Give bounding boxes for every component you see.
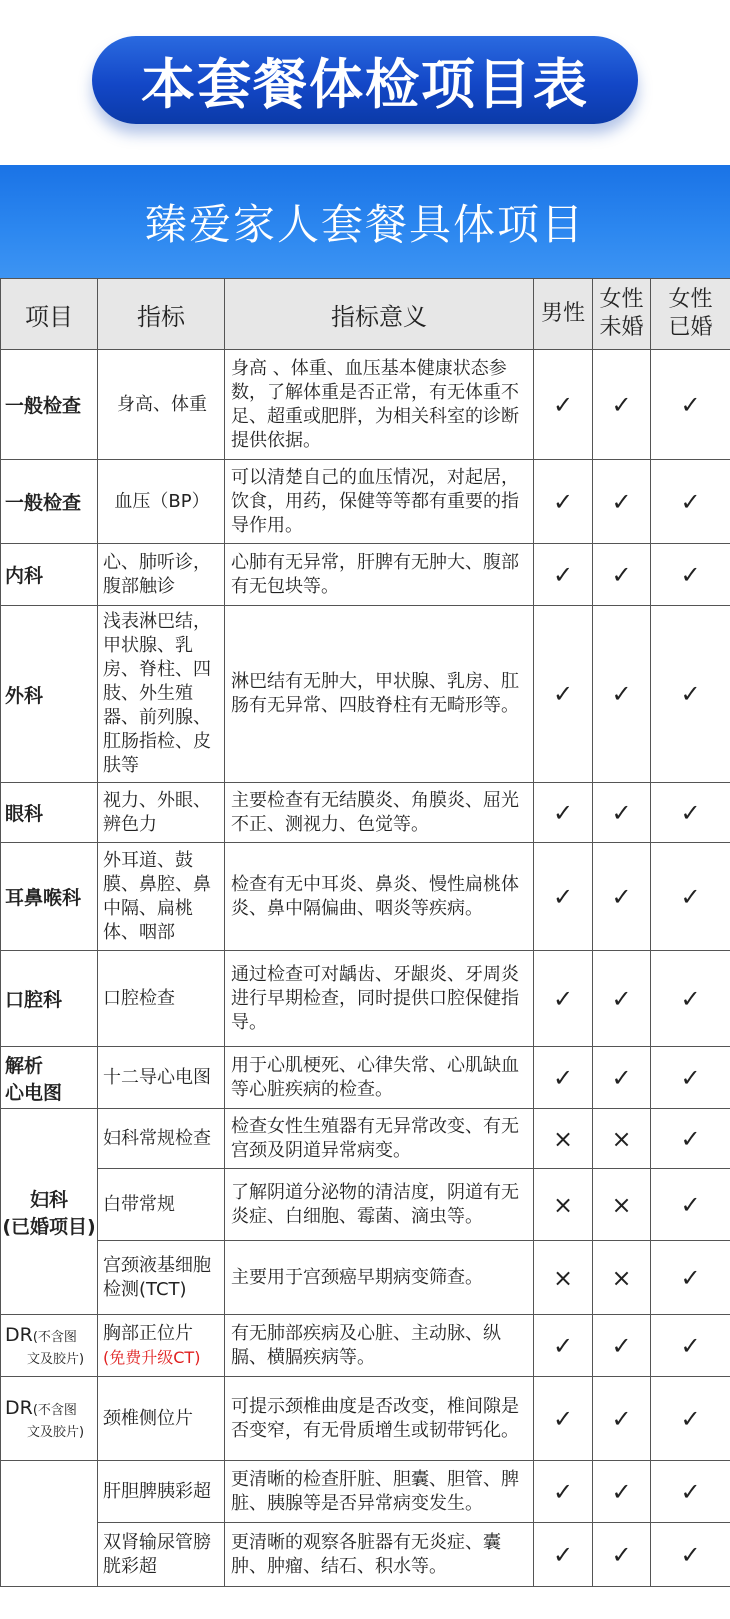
row-indicator: 外耳道、鼓膜、鼻腔、鼻中隔、扁桃体、咽部 (98, 843, 225, 951)
row-meaning: 主要检查有无结膜炎、角膜炎、屈光不正、测视力、色觉等。 (225, 783, 534, 843)
male-mark: ✓ (534, 1047, 593, 1109)
checkup-table (0, 278, 730, 1587)
female-married-mark: ✓ (651, 783, 730, 843)
female-unmarried-mark: ✓ (593, 1377, 651, 1461)
male-mark: ✓ (534, 951, 593, 1047)
row-indicator: 浅表淋巴结，甲状腺、乳房、脊柱、四肢、外生殖器、前列腺、肛肠指检、皮肤等 (98, 606, 225, 783)
row-category-line1: 解析 (5, 1054, 44, 1077)
table-row (1, 1109, 730, 1169)
row-category: 外科 (1, 606, 98, 783)
row-meaning: 检查有无中耳炎、鼻炎、慢性扁桃体炎、鼻中隔偏曲、咽炎等疾病。 (225, 843, 534, 951)
row-category-line1: 妇科 (29, 1188, 68, 1211)
female-married-mark: ✓ (651, 1523, 730, 1587)
row-category (1, 1047, 98, 1109)
female-unmarried-mark: ✓ (593, 783, 651, 843)
header-female-married-line1: 女性 (668, 287, 713, 312)
page-title: 本套餐体检项目表 (141, 52, 589, 116)
row-indicator: 视力、外眼、辨色力 (98, 783, 225, 843)
row-meaning: 可提示颈椎曲度是否改变，椎间隙是否变窄，有无骨质增生或韧带钙化。 (225, 1377, 534, 1461)
row-indicator: 颈椎侧位片 (98, 1377, 225, 1461)
row-indicator: 白带常规 (98, 1169, 225, 1241)
row-indicator (98, 1315, 225, 1377)
header-item: 项目 (1, 279, 98, 350)
row-category-line2: 心电图 (5, 1081, 63, 1104)
row-indicator: 心、肺听诊，腹部触诊 (98, 544, 225, 606)
row-meaning: 可以清楚自己的血压情况，对起居，饮食，用药，保健等等都有重要的指导作用。 (225, 460, 534, 544)
table-row (1, 1315, 730, 1377)
row-category (1, 1315, 98, 1377)
female-married-mark: ✓ (651, 350, 730, 460)
female-married-mark: ✓ (651, 1109, 730, 1169)
female-unmarried-mark: ✓ (593, 350, 651, 460)
row-indicator: 双肾输尿管膀胱彩超 (98, 1523, 225, 1587)
table-row (1, 1047, 730, 1109)
table-row (1, 783, 730, 843)
row-category: 一般检查 (1, 460, 98, 544)
female-unmarried-mark: ✓ (593, 544, 651, 606)
row-meaning: 更清晰的检查肝脏、胆囊、胆管、脾脏、胰腺等是否异常病变发生。 (225, 1461, 534, 1523)
female-unmarried-mark: ✓ (593, 460, 651, 544)
table-row (1, 1461, 730, 1523)
row-meaning: 了解阴道分泌物的清洁度，阴道有无炎症、白细胞、霉菌、滴虫等。 (225, 1169, 534, 1241)
female-married-mark: ✓ (651, 1377, 730, 1461)
row-category-note2: 文及胶片) (27, 1351, 85, 1367)
male-mark: ✓ (534, 606, 593, 783)
row-meaning: 用于心肌梗死、心律失常、心肌缺血等心脏疾病的检查。 (225, 1047, 534, 1109)
table-header-row (1, 279, 730, 350)
row-category (1, 1109, 98, 1315)
row-category-note1: (不含图 (32, 1402, 77, 1418)
male-mark: ✓ (534, 843, 593, 951)
female-married-mark: ✓ (651, 1047, 730, 1109)
header-female-unmarried-line2: 未婚 (599, 315, 644, 340)
male-mark: ✓ (534, 783, 593, 843)
title-banner (92, 36, 638, 124)
row-indicator: 血压（BP） (98, 460, 225, 544)
male-mark: × (534, 1241, 593, 1315)
male-mark: ✓ (534, 1315, 593, 1377)
row-category (1, 1377, 98, 1461)
row-meaning: 有无肺部疾病及心脏、主动脉、纵膈、横膈疾病等。 (225, 1315, 534, 1377)
row-category-note1: (不含图 (32, 1329, 77, 1345)
header-indicator: 指标 (98, 279, 225, 350)
female-unmarried-mark: × (593, 1109, 651, 1169)
male-mark: ✓ (534, 1523, 593, 1587)
row-category: 内科 (1, 544, 98, 606)
row-meaning: 检查女性生殖器有无异常改变、有无宫颈及阴道异常病变。 (225, 1109, 534, 1169)
table-row (1, 843, 730, 951)
female-married-mark: ✓ (651, 1241, 730, 1315)
table-row (1, 1523, 730, 1587)
row-meaning: 身高 、体重、血压基本健康状态参数，了解体重是否正常，有无体重不足、超重或肥胖，为相关科室的诊断提供依据。 (225, 350, 534, 460)
male-mark: ✓ (534, 350, 593, 460)
page-subtitle: 臻爱家人套餐具体项目 (144, 199, 585, 249)
header-male: 男性 (534, 279, 593, 350)
female-unmarried-mark: ✓ (593, 1315, 651, 1377)
table-row (1, 460, 730, 544)
female-married-mark: ✓ (651, 544, 730, 606)
row-meaning: 淋巴结有无肿大，甲状腺、乳房、肛肠有无异常、四肢脊柱有无畸形等。 (225, 606, 534, 783)
table-row (1, 1377, 730, 1461)
male-mark: ✓ (534, 1461, 593, 1523)
row-indicator: 肝胆脾胰彩超 (98, 1461, 225, 1523)
header-female-unmarried-line1: 女性 (599, 287, 644, 312)
male-mark: × (534, 1109, 593, 1169)
row-indicator: 口腔检查 (98, 951, 225, 1047)
row-category-main: DR (5, 1323, 33, 1346)
header-area (0, 0, 730, 165)
female-married-mark: ✓ (651, 843, 730, 951)
row-indicator: 十二导心电图 (98, 1047, 225, 1109)
female-married-mark: ✓ (651, 951, 730, 1047)
row-category-note2: 文及胶片) (27, 1424, 85, 1440)
table-row (1, 350, 730, 460)
row-indicator: 妇科常规检查 (98, 1109, 225, 1169)
female-married-mark: ✓ (651, 1169, 730, 1241)
male-mark: ✓ (534, 544, 593, 606)
row-category-blank (1, 1461, 98, 1587)
header-female-married-line2: 已婚 (668, 315, 713, 340)
male-mark: ✓ (534, 460, 593, 544)
row-category: 耳鼻喉科 (1, 843, 98, 951)
row-category: 眼科 (1, 783, 98, 843)
upgrade-note: (免费升级CT) (103, 1347, 201, 1367)
row-meaning: 主要用于宫颈癌早期病变筛查。 (225, 1241, 534, 1315)
row-indicator-text: 胸部正位片 (103, 1322, 193, 1344)
row-category: 一般检查 (1, 350, 98, 460)
header-female-unmarried (593, 279, 651, 350)
table-row (1, 1241, 730, 1315)
row-category-main: DR (5, 1396, 33, 1419)
row-category: 口腔科 (1, 951, 98, 1047)
subtitle-band (0, 165, 730, 278)
female-unmarried-mark: ✓ (593, 606, 651, 783)
male-mark: ✓ (534, 1377, 593, 1461)
female-married-mark: ✓ (651, 1315, 730, 1377)
male-mark: × (534, 1169, 593, 1241)
table-row (1, 606, 730, 783)
table-row (1, 951, 730, 1047)
table-row (1, 544, 730, 606)
female-unmarried-mark: ✓ (593, 951, 651, 1047)
row-meaning: 通过检查可对龋齿、牙龈炎、牙周炎进行早期检查，同时提供口腔保健指导。 (225, 951, 534, 1047)
female-married-mark: ✓ (651, 460, 730, 544)
row-meaning: 更清晰的观察各脏器有无炎症、囊肿、肿瘤、结石、积水等。 (225, 1523, 534, 1587)
female-unmarried-mark: × (593, 1241, 651, 1315)
female-unmarried-mark: ✓ (593, 843, 651, 951)
female-unmarried-mark: ✓ (593, 1047, 651, 1109)
female-unmarried-mark: ✓ (593, 1461, 651, 1523)
row-indicator: 身高、体重 (98, 350, 225, 460)
female-unmarried-mark: × (593, 1169, 651, 1241)
female-married-mark: ✓ (651, 606, 730, 783)
row-indicator: 宫颈液基细胞检测(TCT) (98, 1241, 225, 1315)
header-female-married (651, 279, 730, 350)
table-row (1, 1169, 730, 1241)
female-unmarried-mark: ✓ (593, 1523, 651, 1587)
female-married-mark: ✓ (651, 1461, 730, 1523)
row-category-line2: (已婚项目) (2, 1215, 96, 1238)
row-meaning: 心肺有无异常，肝脾有无肿大、腹部有无包块等。 (225, 544, 534, 606)
header-meaning: 指标意义 (225, 279, 534, 350)
